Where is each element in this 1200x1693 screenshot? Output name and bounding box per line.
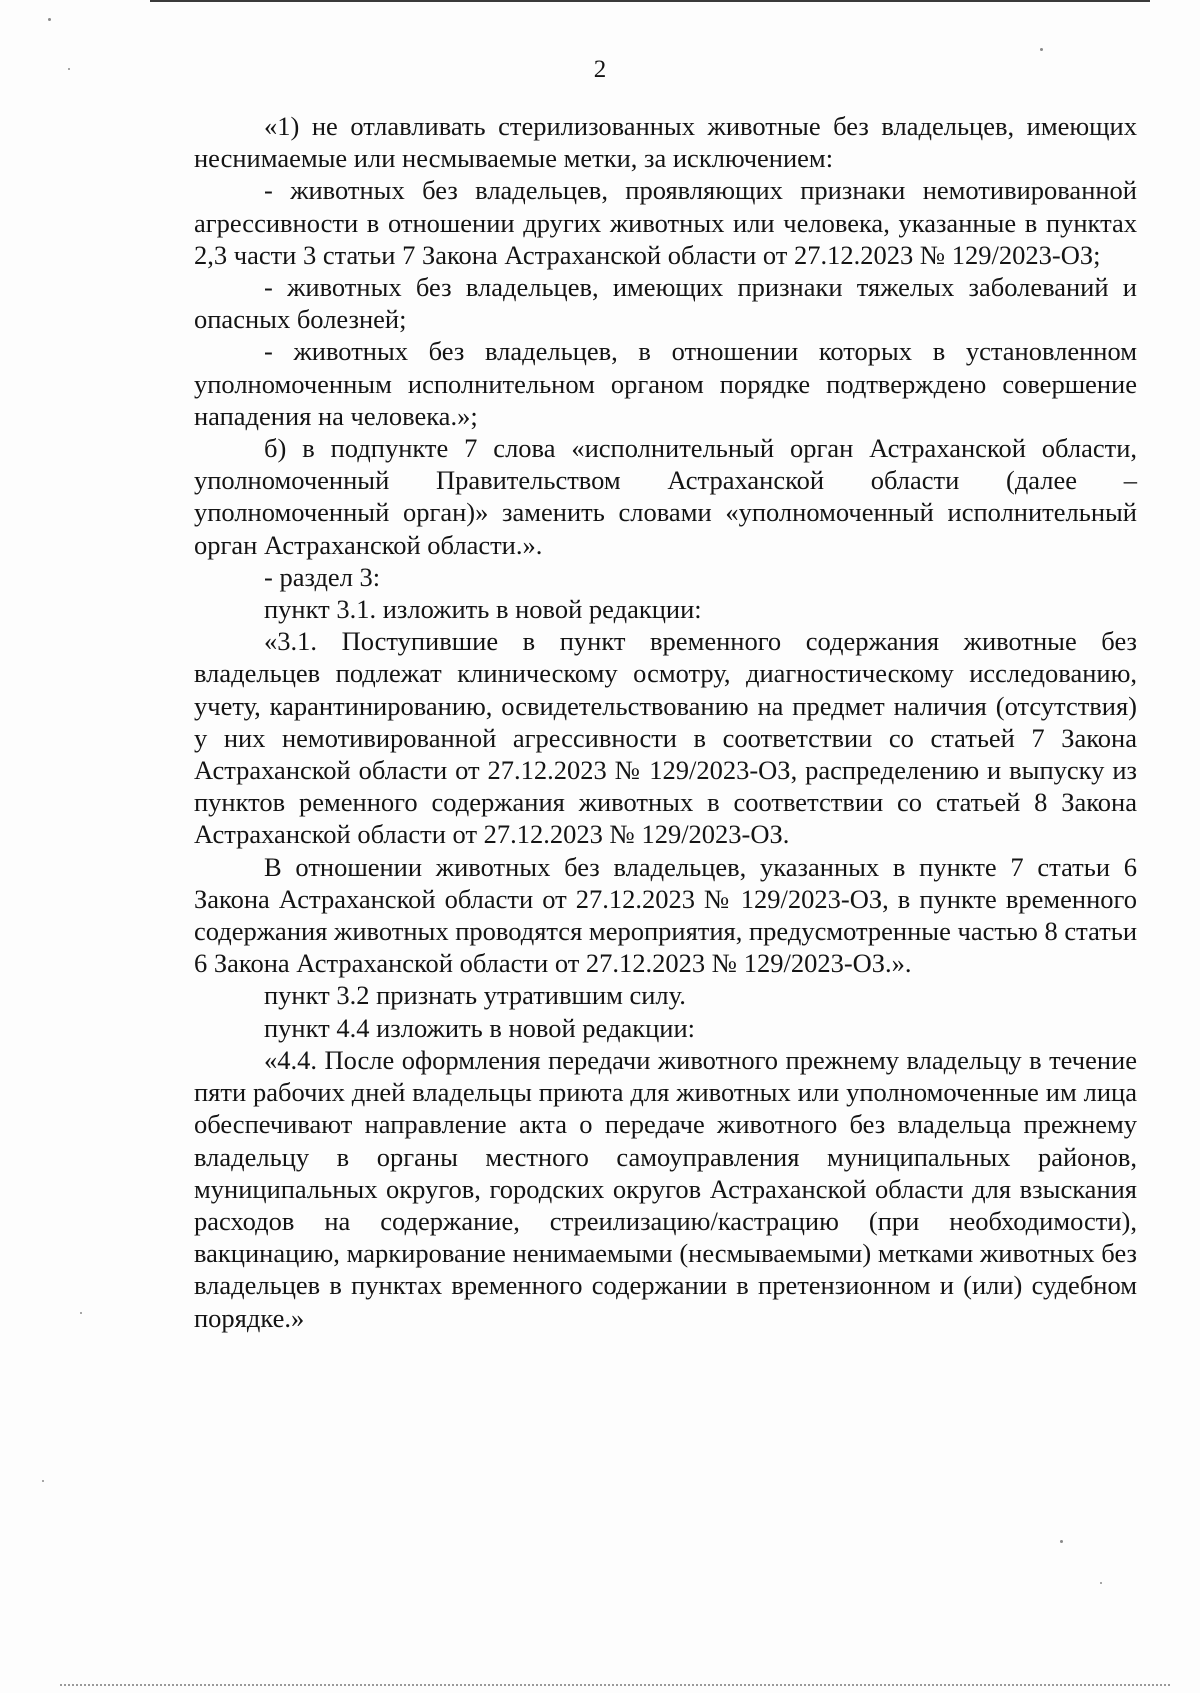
paragraph-item-4-4-text: «4.4. После оформления передачи животного прежнему владельцу в течение пяти рабочих дней владельцы приюта для животных или уполномоченные им лица обеспечивают направление акта о передаче животного без владельца прежнему владельцу в органы местного самоуправления муниципальных районов, муниципальных округов, городских округов Астраханской области для взыскания расходов на содержание, стреилизацию/кастрацию (при необходимости), вакцинацию, маркирование ненимаемыми (несмываемыми) метками животных без владельцев в пунктах временного содержании в претензионном и (или) судебном порядке.» — [194, 1044, 1137, 1333]
paragraph-item-4-4-intro: пункт 4.4 изложить в новой редакции: — [264, 1012, 695, 1043]
paragraph-subclause-b: б) в подпункте 7 слова «исполнительный орган Астраханской области, уполномоченный Правительством Астраханской области (далее – уполномоченный орган)» заменить словами «уполномоченный исполнительный орган Астраханской области.». — [194, 433, 1137, 560]
paragraph-item-3-1-intro: пункт 3.1. изложить в новой редакции: — [264, 594, 702, 625]
scan-speck — [68, 68, 70, 70]
scan-speck — [80, 1312, 82, 1314]
paragraph-section-3: - раздел 3: — [264, 561, 381, 592]
paragraph-item-3-2: пункт 3.2 признать утратившим силу. — [264, 980, 686, 1011]
scan-speck — [42, 1480, 44, 1482]
paragraph-item-3-1-continued: В отношении животных без владельцев, указанных в пункте 7 статьи 6 Закона Астраханской области от 27.12.2023 № 129/2023-ОЗ, в пункте временного содержания животных проводятся мероприятия, предусмотренные частью 8 статьи 6 Закона Астраханской области от 27.12.2023 № 129/2023-ОЗ.». — [194, 851, 1137, 979]
bottom-border-line — [60, 1684, 1170, 1686]
scan-speck — [1100, 1582, 1102, 1584]
paragraph-clause-1: «1) не отлавливать стерилизованных животные без владельцев, имеющих неснимаемые или несмываемые метки, за исключением: — [194, 111, 1137, 174]
document-body — [194, 110, 1137, 1334]
paragraph-exception-aggressive: - животных без владельцев, проявляющих признаки немотивированной агрессивности в отношении других животных или человека, указанные в пунктах 2,3 части 3 статьи 7 Закона Астраханской области от 27.12.2023 № 129/2023-ОЗ; — [194, 175, 1137, 270]
scan-speck — [1060, 1540, 1063, 1543]
page-number: 2 — [593, 56, 607, 83]
scan-speck — [1040, 48, 1043, 51]
paragraph-exception-diseases: - животных без владельцев, имеющих признаки тяжелых заболеваний и опасных болезней; — [194, 272, 1137, 335]
paragraph-exception-attack: - животных без владельцев, в отношении которых в установленном уполномоченным исполнительном органом порядке подтверждено совершение нападения на человека.»; — [194, 336, 1137, 431]
scan-speck — [48, 18, 51, 21]
paragraph-item-3-1-text: «3.1. Поступившие в пункт временного содержания животные без владельцев подлежат клиническому осмотру, диагностическому исследованию, учету, карантинированию, освидетельствованию на предмет наличия (отсутствия) у них немотивированной агрессивности в соответствии со статьей 7 Закона Астраханской области от 27.12.2023 № 129/2023-ОЗ, распределению и выпуску из пунктов ременного содержания животных в соответствии со статьей 8 Закона Астраханской области от 27.12.2023 № 129/2023-ОЗ. — [194, 626, 1137, 850]
top-border-line — [150, 0, 1150, 2]
